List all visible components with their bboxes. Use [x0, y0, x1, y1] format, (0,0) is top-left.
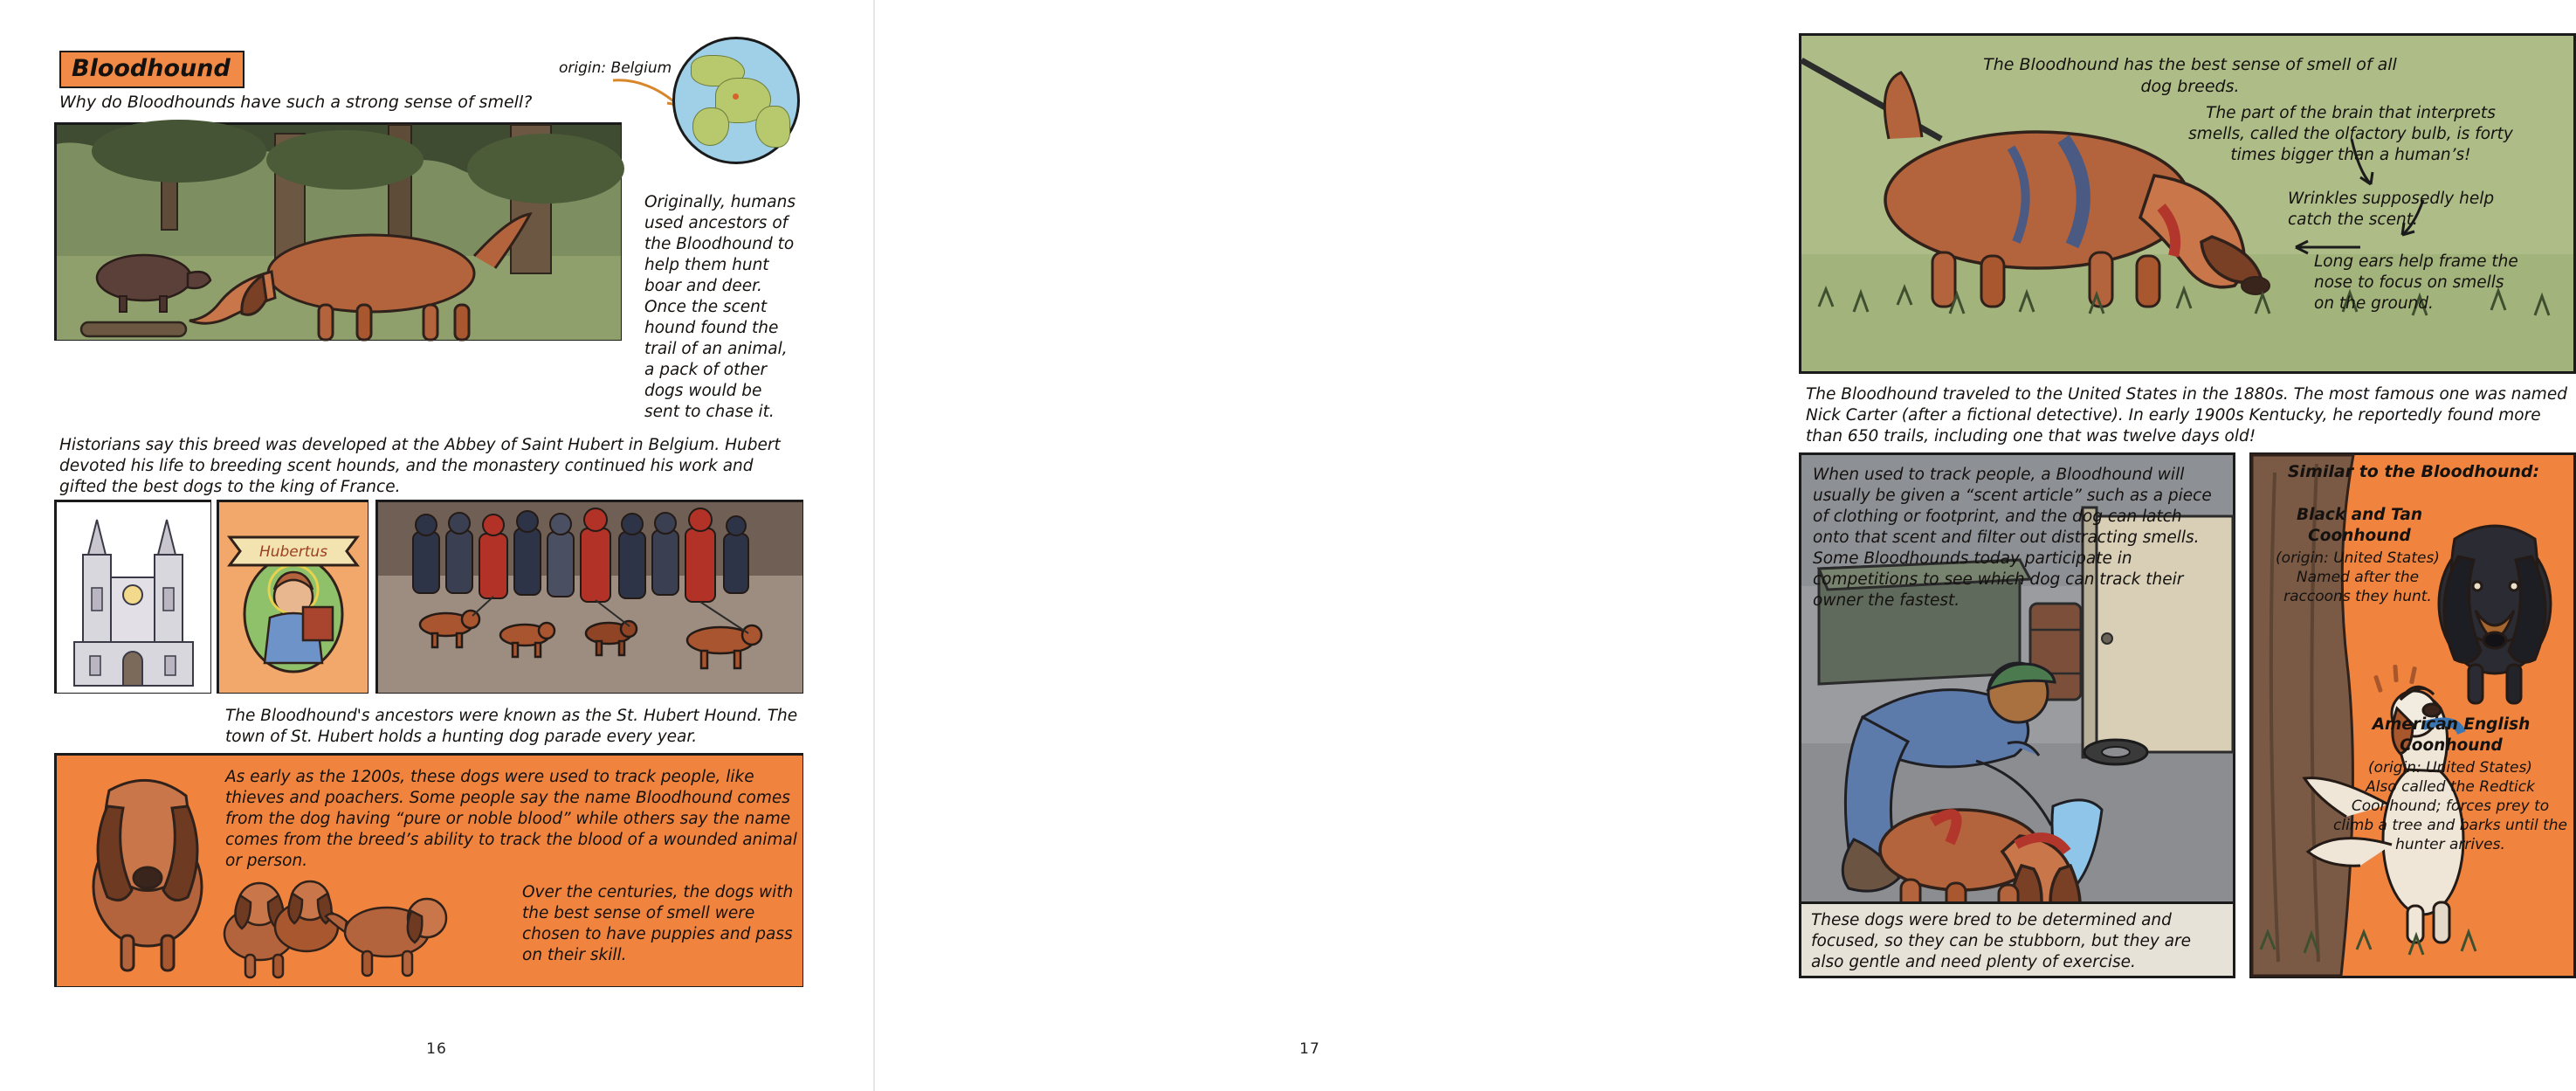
history-paragraph: Historians say this breed was developed at the Abbey of Saint Hubert in Belgium. Hubert devoted his life to breeding scent hounds, and the monastery continued his work and gifted the best dogs to the king of France. [59, 436, 781, 497]
parade-illustration [378, 502, 802, 693]
usa-paragraph: The Bloodhound traveled to the United States in the 1880s. The most famous one was named Nick Carter (after a fictional detective). In early 1900s Kentucky, he reportedly found more than 650 trails, including one that was twelve days old! [1806, 385, 2567, 446]
globe-icon [672, 37, 800, 164]
left-page-number: 16 [426, 1040, 447, 1058]
right-page-number: 17 [1299, 1040, 1320, 1058]
abbey-illustration-panel [54, 500, 211, 694]
tracking-caption-text: These dogs were bred to be determined and focused, so they can be stubborn, but they are also gentle and need plenty of exercise. [1811, 911, 2192, 972]
hubertus-crest-panel [217, 500, 368, 694]
similar-breed-0-description: (origin: United States) Named after the raccoons they hunt. [2276, 549, 2440, 606]
abbey-illustration [57, 502, 210, 693]
crest-banner-text: Hubertus [258, 543, 328, 561]
similar-breed-0-name: Black and Tan Coonhound [2296, 506, 2423, 546]
forest-illustration-panel [54, 122, 622, 341]
left-page [0, 0, 873, 1091]
similar-breed-1-name: American English Coonhound [2372, 715, 2531, 756]
orange-paragraph-2: Over the centuries, the dogs with the best sense of smell were chosen to have puppies and pass on their skill. [522, 883, 794, 965]
scent-caption-wrinkles: Wrinkles supposedly help catch the scent. [2288, 190, 2495, 230]
scent-caption-main: The Bloodhound has the best sense of smell of all dog breeds. [1983, 55, 2397, 96]
page-title: Bloodhound [59, 51, 245, 88]
forest-illustration [57, 125, 621, 340]
similar-breeds-title: Similar to the Bloodhound: [2287, 462, 2540, 481]
scent-caption-ears: Long ears help frame the nose to focus on smells on the ground. [2314, 252, 2518, 314]
side-column-text: Originally, humans used ancestors of the Bloodhound to help them hunt boar and deer. Once the scent hound found the trail of an animal, a pack of other dogs would be sent to chase it. [644, 193, 796, 422]
parade-illustration-panel [375, 500, 803, 694]
orange-paragraph-1: As early as the 1200s, these dogs were used to track people, like thieves and poachers. Some people say the name Bloodhound comes from the dog having “pure or noble blood” while others say the name comes from the breed’s ability to track the blood of a wounded animal or person. [225, 768, 797, 871]
right-page [873, 0, 2567, 1091]
question-line: Why do Bloodhounds have such a strong sense of smell? [59, 93, 533, 112]
scent-caption-brain: The part of the brain that interprets smells, called the olfactory bulb, is forty times bigger than a human’s! [2188, 104, 2513, 165]
hubertus-crest-illustration [219, 502, 368, 693]
tracking-paragraph: When used to track people, a Bloodhound will usually be given a “scent article” such as a piece of clothing or footprint, and the dog can latch onto that scent and filter out distracting smells. Some Bloodhounds today participate in competitions to see which dog can track their owner the fastest. [1813, 466, 2212, 611]
similar-breed-1-description: (origin: United States) Also called the Redtick Coonhound; forces prey to climb a tree and barks until the hunter arrives. [2333, 759, 2567, 854]
parade-caption: The Bloodhound's ancestors were known as the St. Hubert Hound. The town of St. Hubert holds a hunting dog parade every year. [225, 707, 798, 747]
origin-label: origin: Belgium [559, 59, 672, 77]
